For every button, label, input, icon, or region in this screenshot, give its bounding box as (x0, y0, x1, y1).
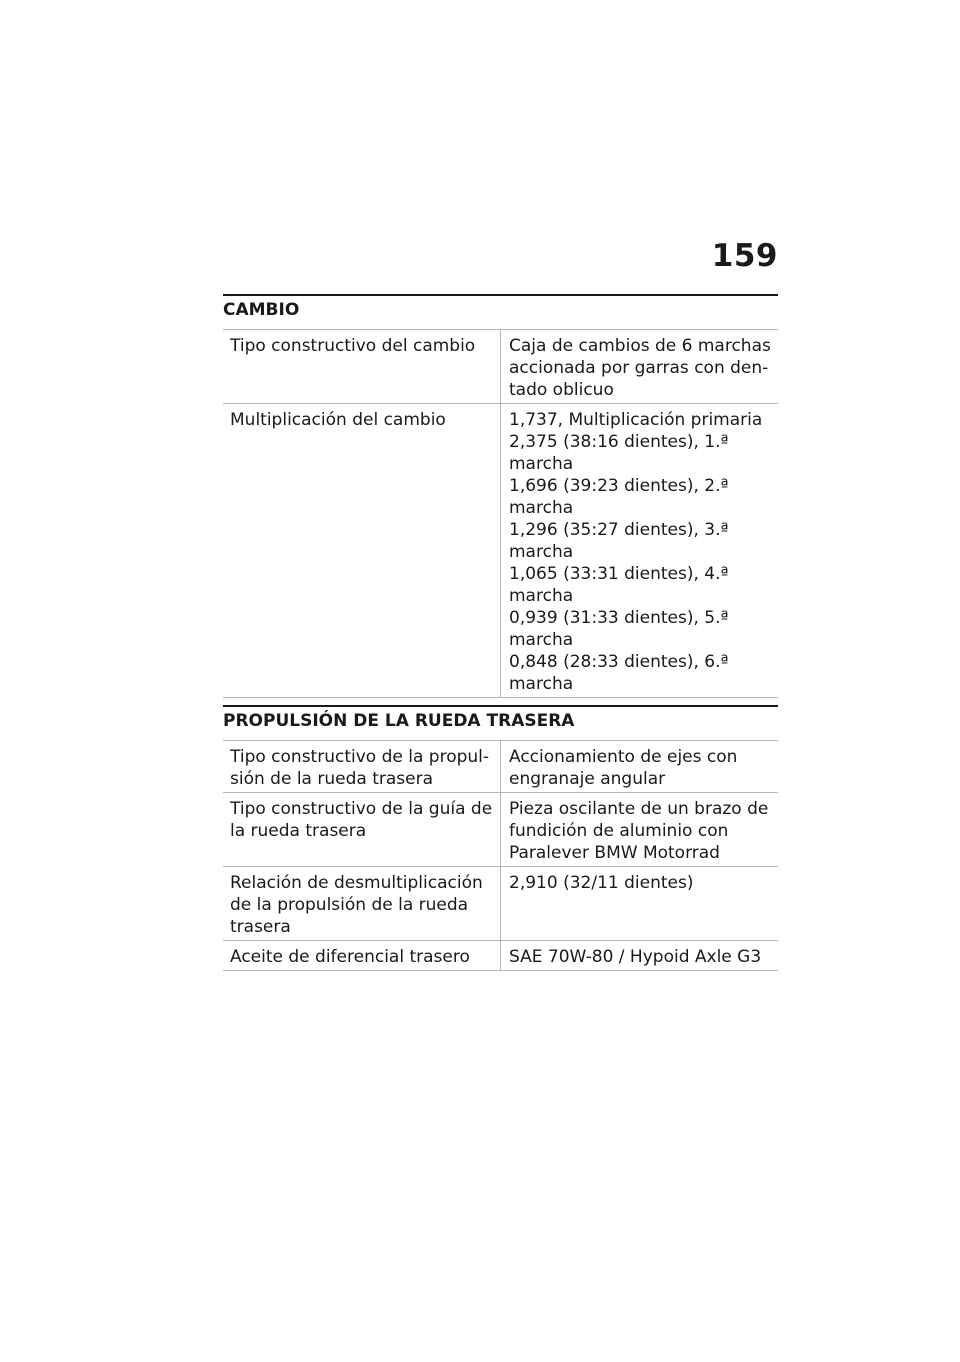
table-row (223, 867, 778, 941)
table-row (223, 941, 778, 971)
gear-ratio-line: 0,939 (31:33 dientes), 5.ª (509, 608, 729, 628)
section-title: CAMBIO (223, 300, 300, 320)
spec-label: Multiplicación del cambio (223, 404, 501, 698)
table-row (223, 330, 778, 404)
gear-ratio-line: marcha (509, 498, 574, 518)
gear-ratio-line: marcha (509, 542, 574, 562)
spec-table (223, 329, 778, 698)
gear-ratio-line: marcha (509, 674, 574, 694)
spec-label: Tipo constructivo de la propul-sión de la rueda trasera (223, 741, 501, 793)
section-title: PROPULSIÓN DE LA RUEDA TRASERA (223, 711, 575, 731)
gear-ratio-line: 1,296 (35:27 dientes), 3.ª (509, 520, 729, 540)
section-cambio (223, 294, 778, 698)
gear-ratio-line: 1,065 (33:31 dientes), 4.ª (509, 564, 729, 584)
spec-value (501, 404, 779, 698)
spec-label: Relación de desmultiplicación de la propulsión de la rueda trasera (223, 867, 501, 941)
spec-value: SAE 70W-80 / Hypoid Axle G3 (501, 941, 779, 971)
gear-ratio-line: marcha (509, 454, 574, 474)
spec-label: Tipo constructivo del cambio (223, 330, 501, 404)
table-row (223, 793, 778, 867)
spec-table (223, 740, 778, 971)
gear-ratio-line: marcha (509, 586, 574, 606)
spec-label: Tipo constructivo de la guía de la rueda trasera (223, 793, 501, 867)
gear-ratio-line: 1,696 (39:23 dientes), 2.ª (509, 476, 729, 496)
spec-value: Pieza oscilante de un brazo de fundición de aluminio con Paralever BMW Motorrad (501, 793, 779, 867)
spec-value: Caja de cambios de 6 marchas accionada por garras con den-tado oblicuo (501, 330, 779, 404)
gear-ratio-line: marcha (509, 630, 574, 650)
gear-ratio-line: 1,737, Multiplicación primaria (509, 410, 763, 430)
table-row (223, 404, 778, 698)
spec-value: Accionamiento de ejes con engranaje angular (501, 741, 779, 793)
gear-ratio-line: 2,375 (38:16 dientes), 1.ª (509, 432, 729, 452)
page-number: 159 (711, 238, 778, 274)
gear-ratio-line: 0,848 (28:33 dientes), 6.ª (509, 652, 729, 672)
table-row (223, 741, 778, 793)
spec-label: Aceite de diferencial trasero (223, 941, 501, 971)
section-propulsion (223, 705, 778, 971)
spec-value: 2,910 (32/11 dientes) (501, 867, 779, 941)
